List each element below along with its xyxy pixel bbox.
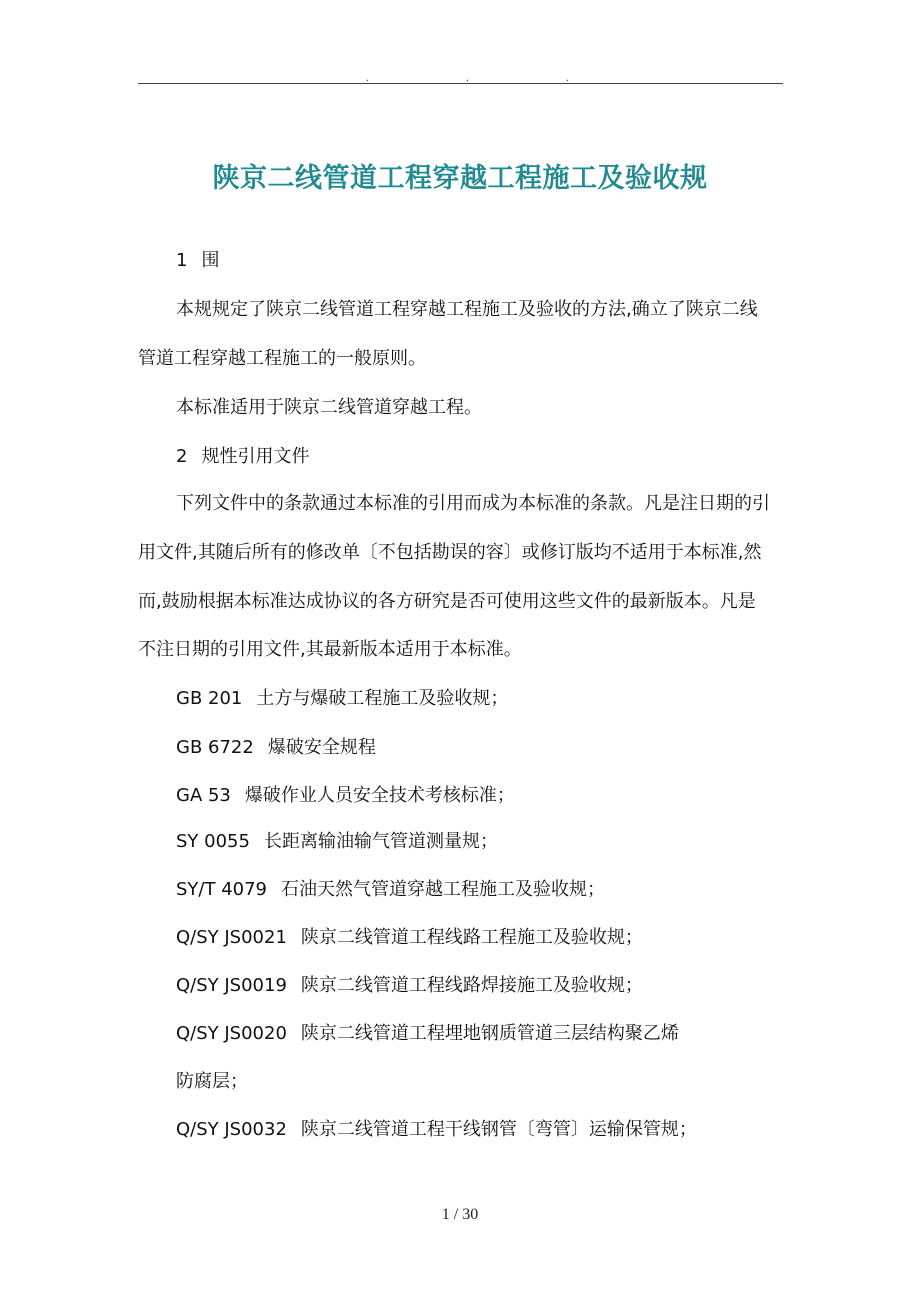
reference-item [176, 736, 376, 760]
reference-code: SY 0055 [176, 831, 250, 852]
header-dot: . [566, 70, 569, 84]
reference-code: Q/SY JS0032 [176, 1119, 287, 1140]
section-title: 围 [201, 250, 220, 271]
section-title: 规性引用文件 [201, 446, 310, 467]
section-number: 2 [176, 446, 188, 467]
section-number: 1 [176, 250, 188, 271]
reference-code: Q/SY JS0019 [176, 975, 287, 996]
reference-code: Q/SY JS0021 [176, 927, 287, 948]
reference-title: 土方与爆破工程施工及验收规； [256, 688, 509, 709]
reference-title: 石油天然气管道穿越工程施工及验收规； [281, 879, 606, 900]
paragraph-line: 本规规定了陕京二线管道工程穿越工程施工及验收的方法,确立了陕京二线 [176, 299, 758, 320]
reference-code: SY/T 4079 [176, 879, 268, 900]
reference-title: 陕京二线管道工程线路焊接施工及验收规； [300, 975, 643, 996]
paragraph-line: 用文件,其随后所有的修改单〔不包括勘误的容〕或修订版均不适用于本标准,然 [138, 542, 762, 563]
reference-title: 防腐层； [176, 1071, 248, 1092]
paragraph-line: 本标准适用于陕京二线管道穿越工程。 [176, 397, 482, 418]
reference-item [176, 878, 605, 902]
paragraph-line: 管道工程穿越工程施工的一般原则。 [138, 348, 426, 369]
reference-code: GB 6722 [176, 737, 254, 758]
reference-item [176, 830, 498, 854]
document-title: 陕京二线管道工程穿越工程施工及验收规 [212, 163, 708, 194]
header-dot: . [366, 70, 369, 84]
reference-title: 陕京二线管道工程埋地钢质管道三层结构聚乙烯 [300, 1023, 679, 1044]
reference-title: 陕京二线管道工程线路工程施工及验收规； [300, 927, 643, 948]
header-dot: . [466, 70, 469, 84]
section-1-heading [176, 249, 219, 273]
reference-item [176, 784, 515, 808]
reference-code: Q/SY JS0020 [176, 1023, 287, 1044]
paragraph-line: 下列文件中的条款通过本标准的引用而成为本标准的条款。凡是注日期的引 [176, 493, 770, 514]
paragraph-line: 而,鼓励根据本标准达成协议的各方研究是否可使用这些文件的最新版本。凡是 [138, 591, 756, 612]
header-rule [138, 83, 783, 84]
section-2-heading [176, 445, 309, 469]
reference-item [176, 974, 643, 998]
page-indicator: 1 / 30 [441, 1206, 479, 1223]
reference-title: 爆破安全规程 [267, 737, 376, 758]
reference-title: 陕京二线管道工程干线钢管〔弯管〕运输保管规； [300, 1119, 697, 1140]
paragraph-line: 不注日期的引用文件,其最新版本适用于本标准。 [138, 639, 522, 660]
reference-item [176, 926, 643, 950]
reference-code: GA 53 [176, 785, 231, 806]
reference-item [176, 1022, 679, 1046]
header-dots [0, 70, 920, 82]
reference-item-continuation [176, 1070, 248, 1094]
reference-title: 长距离输油输气管道测量规； [263, 831, 498, 852]
reference-item [176, 1118, 697, 1142]
reference-title: 爆破作业人员安全技术考核标准； [244, 785, 515, 806]
reference-code: GB 201 [176, 688, 243, 709]
reference-item [176, 687, 508, 711]
